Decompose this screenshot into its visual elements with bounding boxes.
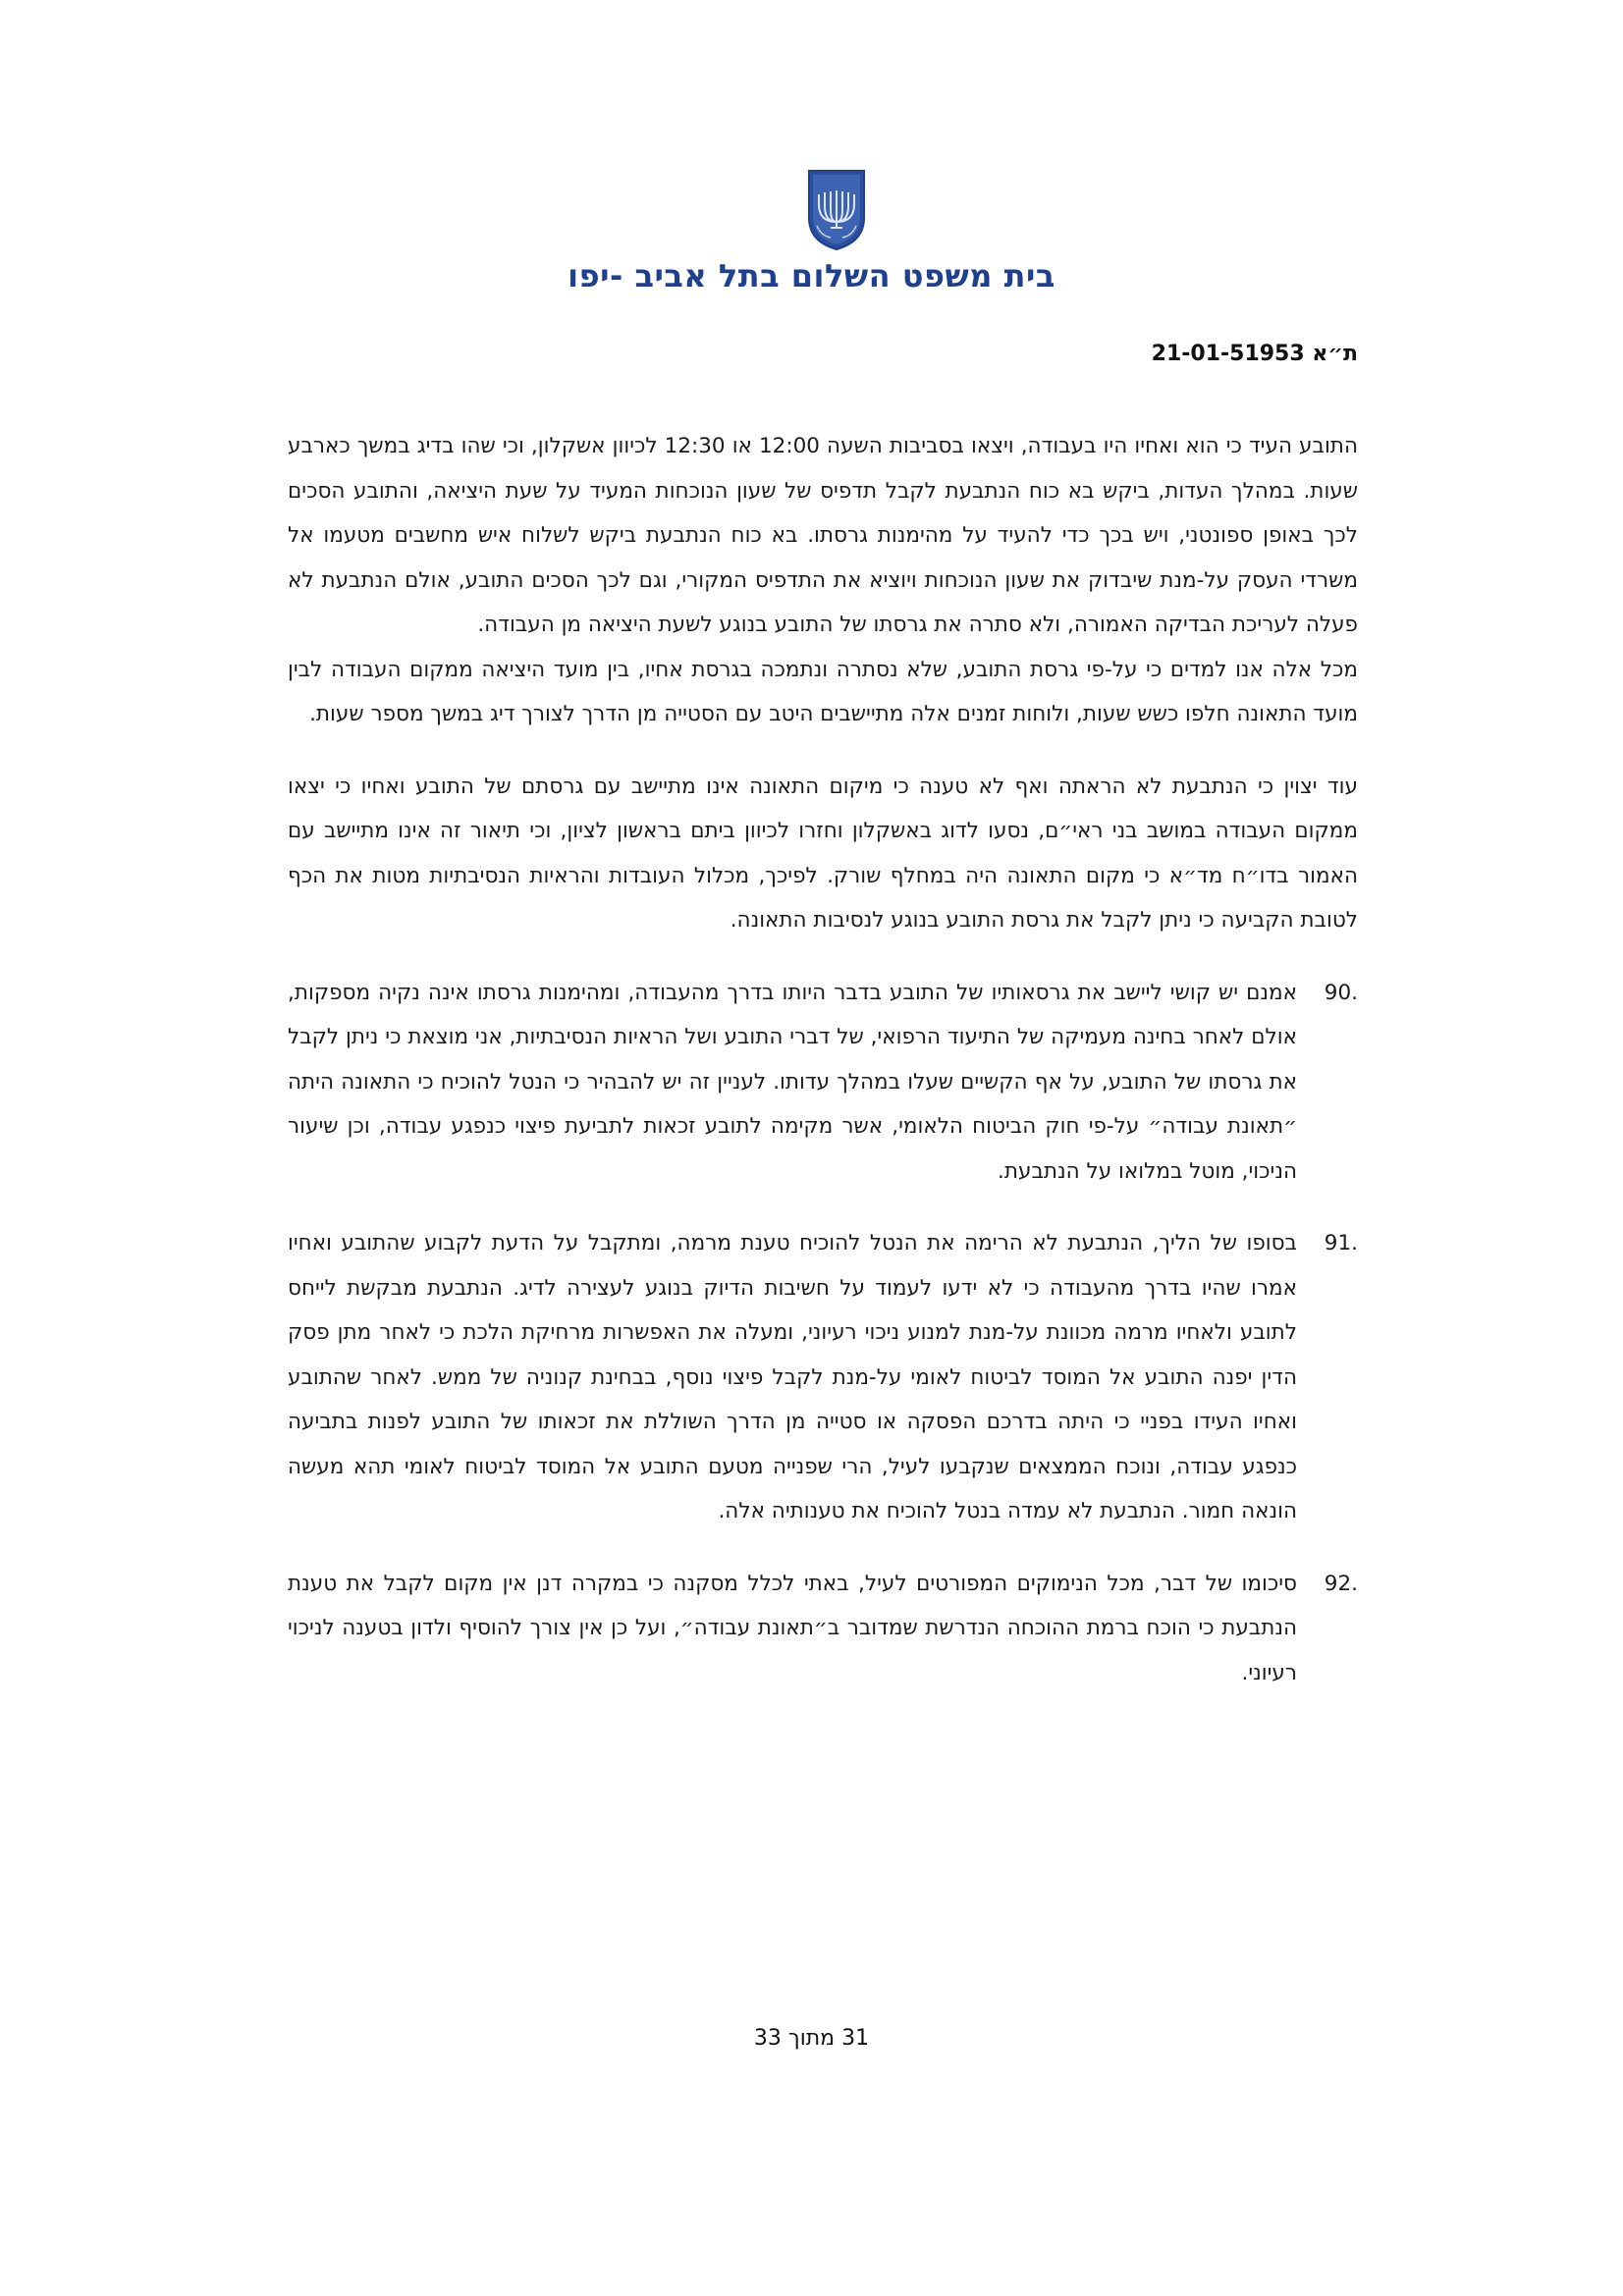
paragraph-number: .92 [1324,1571,1358,1596]
court-name-title: בית משפט השלום בתל אביב -יפו [568,257,1055,294]
paragraph-text: סיכומו של דבר, מכל הנימוקים המפורטים לעיל, באתי לכלל מסקנה כי במקרה דנן אין מקום לקבל את טענת הנתבעת כי הוכח ברמת ההוכחה הנדרשת שמדובר ב״תאונת עבודה״, ועל כן אין צורך להוסיף ולדון בטענה לניכוי רעיוני. [288,1571,1297,1685]
numbered-paragraph-90 [288,971,1358,1195]
menorah-emblem-icon [805,167,868,251]
paragraph-text: בסופו של הליך, הנתבעת לא הרימה את הנטל להוכיח טענת מרמה, ומתקבל על הדעת לקבוע שהתובע ואחיו אמרו שהיו בדרך מהעבודה כי לא ידעו לעמוד על חשיבות הדיוק בנוגע לעצירה לדיג. הנתבעת מבקשת לייחס לתובע ולאחיו מרמה מכוונת על-מנת למנוע ניכוי רעיוני, ומעלה את האפשרות מרחיקת הלכת כי לאחר מתן פסק הדין יפנה התובע אל המוסד לביטוח לאומי על-מנת לקבל פיצוי נוסף, בבחינת קנוניה של ממש. לאחר שהתובע ואחיו העידו בפניי כי היתה בדרכם הפסקה או סטייה מן הדרך השוללת את זכאותו של התובע לפנות בתביעה כנפגע עבודה, ונוכח הממצאים שנקבעו לעיל, הרי שפנייה מטעם התובע אל המוסד לביטוח לאומי תהא מעשה הונאה חמור. הנתבעת לא עמדה בנטל להוכיח את טענותיה אלה. [288,1231,1297,1523]
body-paragraph: מכל אלה אנו למדים כי על-פי גרסת התובע, שלא נסתרה ונתמכה בגרסת אחיו, בין מועד היציאה ממקום העבודה לבין מועד התאונה חלפו כשש שעות, ולוחות זמנים אלה מתיישבים היטב עם הסטייה מן הדרך לצורך דיג במשך מספר שעות. [288,657,1358,726]
case-number: ת״א 21-01-51953 [1151,342,1358,366]
body-paragraph: עוד יצוין כי הנתבעת לא הראתה ואף לא טענה כי מיקום התאונה אינו מתיישב עם גרסתם של התובע ואחיו כי יצאו ממקום העבודה במושב בני ראי״ם, נסעו לדוג באשקלון וחזרו לכיוון ביתם בראשון לציון, וכי תיאור זה אינו מתיישב עם האמור בדו״ח מד״א כי מקום התאונה היה במחלף שורק. לפיכך, מכלול העובדות והראיות הנסיבתיות מטות את הכף לטובת הקביעה כי ניתן לקבל את גרסת התובע בנוגע לנסיבות התאונה. [288,774,1358,933]
paragraph-text: אמנם יש קושי ליישב את גרסאותיו של התובע בדבר היותו בדרך מהעבודה, ומהימנות גרסתו אינה נקיה מספקות, אולם לאחר בחינה מעמיקה של התיעוד הרפואי, של דברי התובע ושל הראיות הנסיבתיות, אני מוצאת כי ניתן לקבל את גרסתו של התובע, על אף הקשיים שעלו במהלך עדותו. לעניין זה יש להבהיר כי הנטל להוכיח כי התאונה היתה ״תאונת עבודה״ על-פי חוק הביטוח הלאומי, אשר מקימה לתובע זכאות לתביעת פיצוי כנפגע עבודה, וכן שיעור הניכוי, מוטל במלואו על הנתבעת. [288,980,1297,1184]
document-body [288,424,1358,1723]
numbered-paragraph-92 [288,1562,1358,1696]
paragraph-number: .90 [1324,980,1358,1005]
page-indicator: 31 מתוך 33 [753,2026,870,2051]
body-paragraph: התובע העיד כי הוא ואחיו היו בעבודה, ויצאו בסביבות השעה 12:00 או 12:30 לכיוון אשקלון, וכי שהו בדיג במשך כארבע שעות. במהלך העדות, ביקש בא כוח הנתבעת לקבל תדפיס של שעון הנוכחות המעיד על שעת היציאה, והתובע הסכים לכך באופן ספונטני, ויש בכך כדי להעיד על מהימנות גרסתו. בא כוח הנתבעת ביקש לשלוח איש מחשבים מטעמו אל משרדי העסק על-מנת שיבדוק את שעון הנוכחות ויוציא את התדפיס המקורי, וגם לכך הסכים התובע, אולם הנתבעת לא פעלה לעריכת הבדיקה האמורה, ולא סתרה את גרסתו של התובע בנוגע לשעת היציאה מן העבודה. [288,434,1358,637]
numbered-paragraph-91 [288,1221,1358,1534]
paragraph-number: .91 [1324,1231,1358,1255]
